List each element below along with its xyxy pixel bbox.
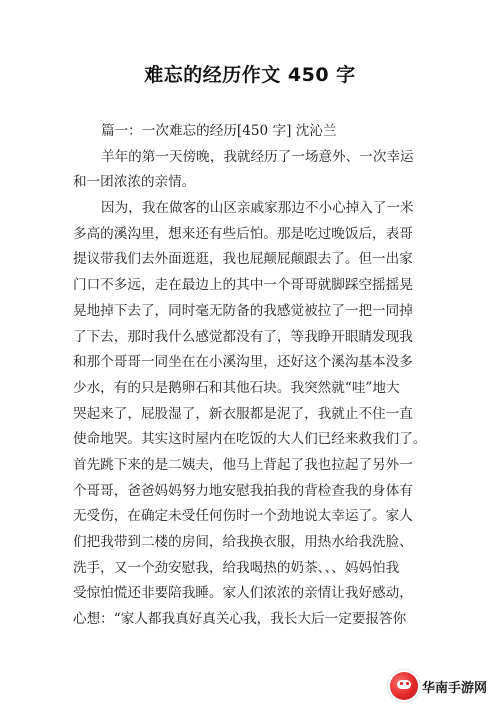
paragraph-line: 羊年的第一天傍晚，我就经历了一场意外、一次幸运 (101, 148, 414, 165)
paragraph-line: 使命地哭。其实这时屋内在吃饭的大人们已经来救我们了。 (73, 431, 427, 448)
paragraph-line: 晃地掉下去了，同时毫无防备的我感觉被拉了一把一同掉 (73, 302, 413, 319)
paragraph-line: 和那个哥哥一同坐在在小溪沟里，还好这个溪沟基本没多 (73, 354, 413, 371)
paragraph-line: 无受伤，在确定未受任何伤时一个劲地说太幸运了。家人 (73, 508, 413, 525)
page-title: 难忘的经历作文 450 字 (144, 64, 356, 86)
paragraph-line: 们把我带到二楼的房间，给我换衣服，用热水给我洗脸、 (73, 534, 413, 550)
paragraph-line: 了下去，那时我什么感觉都没有了，等我睁开眼睛发现我 (73, 328, 413, 345)
site-watermark (390, 670, 492, 702)
paragraph-line: 门口不多远，走在最边上的其中一个哥哥就脚踩空摇摇晃 (73, 277, 413, 294)
paragraph-line: 多高的溪沟里，想来还有些后怕。那是吃过晚饭后，表哥 (73, 225, 413, 242)
paragraph-line: 个哥哥，爸爸妈妈努力地安慰我拍我的背检查我的身体有 (73, 482, 413, 499)
paragraph-line: 因为，我在做客的山区亲戚家那边不小心掉入了一米 (101, 200, 414, 217)
paragraph-line: 心想：“家人都我真好真关心我，我长大后一定要报答你 (73, 611, 407, 628)
paragraph-line: 受惊怕慌还非要陪我睡。家人们浓浓的亲情让我好感动， (73, 585, 413, 602)
watermark-text: 华南手游网 (422, 680, 488, 696)
paragraph-line: 洗手，又一个劲安慰我，给我喝热的奶茶、、、妈妈怕我 (73, 559, 400, 576)
essay-subheading: 篇一：一次难忘的经历[450 字] 沈沁兰 (101, 123, 337, 139)
paragraph-line: 少水，有的只是鹅卵石和其他石块。我突然就“哇”地大 (73, 379, 400, 396)
paragraph-line: 首先跳下来的是二姨夫，他马上背起了我也拉起了另外一 (73, 456, 413, 473)
paragraph-line: 和一团浓浓的亲情。 (73, 174, 196, 191)
game-controller-logo-icon (390, 672, 418, 700)
paragraph-line: 哭起来了，屁股湿了，新衣服都是泥了，我就止不住一直 (73, 405, 413, 422)
paragraph-line: 提议带我们去外面逛逛，我也屁颠屁颠跟去了。但一出家 (73, 251, 413, 268)
essay-body (73, 119, 429, 633)
